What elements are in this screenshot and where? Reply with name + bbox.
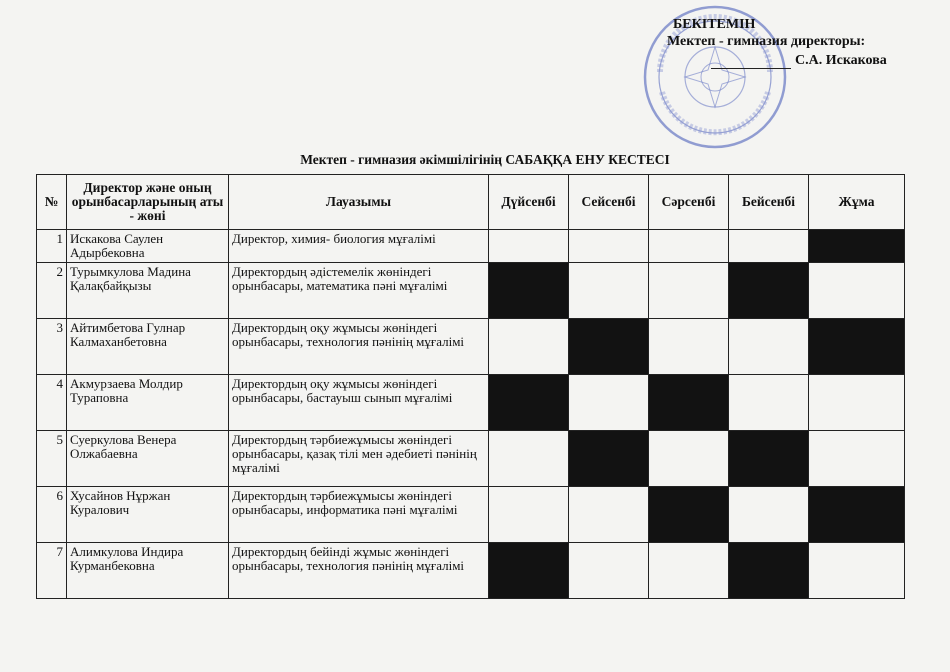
day-cell [729, 263, 809, 319]
day-cell [809, 375, 905, 431]
approval-heading: БЕКІТЕМІН [673, 17, 756, 32]
table-row [37, 543, 905, 599]
table-row [37, 263, 905, 319]
day-cell [569, 230, 649, 263]
table-row [37, 375, 905, 431]
day-cell [809, 230, 905, 263]
schedule-table [36, 174, 905, 599]
day-cell [489, 230, 569, 263]
row-number: 5 [37, 431, 67, 487]
day-cell [649, 263, 729, 319]
day-cell [649, 375, 729, 431]
staff-name: Айтимбетова Гулнар Калмаханбетовна [67, 319, 229, 375]
table-header-row [37, 175, 905, 230]
day-cell [649, 319, 729, 375]
day-cell [729, 230, 809, 263]
header-thursday: Бейсенбі [729, 175, 809, 230]
staff-position: Директордың әдістемелік жөніндегі орынбасары, математика пәні мұғалімі [229, 263, 489, 319]
header-wednesday: Сәрсенбі [649, 175, 729, 230]
row-number: 7 [37, 543, 67, 599]
staff-name: Алимкулова Индира Курманбековна [67, 543, 229, 599]
table-row [37, 431, 905, 487]
approval-block [667, 16, 887, 69]
staff-name: Акмурзаева Молдир Тураповна [67, 375, 229, 431]
header-name: Директор және оның орынбасарларының аты - жөні [67, 175, 229, 230]
day-cell [569, 431, 649, 487]
day-cell [569, 543, 649, 599]
row-number: 1 [37, 230, 67, 263]
day-cell [489, 543, 569, 599]
day-cell [649, 543, 729, 599]
document-title: Мектеп - гимназия әкімшілігінің САБАҚҚА ЕНУ КЕСТЕСІ [300, 152, 670, 167]
day-cell [729, 431, 809, 487]
header-monday: Дүйсенбі [489, 175, 569, 230]
staff-position: Директордың оқу жұмысы жөніндегі орынбасары, технология пәнінің мұғалімі [229, 319, 489, 375]
day-cell [569, 487, 649, 543]
day-cell [569, 263, 649, 319]
day-cell [569, 375, 649, 431]
staff-position: Директордың тәрбиежұмысы жөніндегі орынбасары, қазақ тілі мен әдебиеті пәнінің мұғалімі [229, 431, 489, 487]
table-row [37, 319, 905, 375]
day-cell [649, 230, 729, 263]
day-cell [729, 543, 809, 599]
row-number: 6 [37, 487, 67, 543]
staff-position: Директор, химия- биология мұғалімі [229, 230, 489, 263]
approval-signature-line [667, 52, 887, 69]
day-cell [489, 375, 569, 431]
staff-position: Директордың бейінді жұмыс жөніндегі орынбасары, технология пәнінің мұғалімі [229, 543, 489, 599]
table-row [37, 487, 905, 543]
day-cell [809, 487, 905, 543]
day-cell [809, 319, 905, 375]
row-number: 4 [37, 375, 67, 431]
day-cell [489, 487, 569, 543]
staff-name: Хусайнов Нұржан Куралович [67, 487, 229, 543]
day-cell [489, 319, 569, 375]
row-number: 2 [37, 263, 67, 319]
staff-name: Искакова Саулен Адырбековна [67, 230, 229, 263]
day-cell [809, 543, 905, 599]
day-cell [489, 263, 569, 319]
staff-position: Директордың оқу жұмысы жөніндегі орынбасары, бастауыш сынып мұғалімі [229, 375, 489, 431]
header-tuesday: Сейсенбі [569, 175, 649, 230]
staff-name: Суеркулова Венера Олжабаевна [67, 431, 229, 487]
header-friday: Жұма [809, 175, 905, 230]
table-row [37, 230, 905, 263]
row-number: 3 [37, 319, 67, 375]
approval-position: Мектеп - гимназия директоры: [667, 34, 866, 49]
header-number: № [37, 175, 67, 230]
day-cell [809, 431, 905, 487]
signature-line [711, 54, 791, 69]
day-cell [649, 487, 729, 543]
day-cell [729, 319, 809, 375]
staff-name: Турымкулова Мадина Қалақбайқызы [67, 263, 229, 319]
approval-signer: С.А. Искакова [795, 53, 887, 68]
staff-position: Директордың тәрбиежұмысы жөніндегі орынбасары, информатика пәні мұғалімі [229, 487, 489, 543]
day-cell [649, 431, 729, 487]
day-cell [809, 263, 905, 319]
day-cell [569, 319, 649, 375]
day-cell [729, 375, 809, 431]
day-cell [729, 487, 809, 543]
header-position: Лауазымы [229, 175, 489, 230]
day-cell [489, 431, 569, 487]
